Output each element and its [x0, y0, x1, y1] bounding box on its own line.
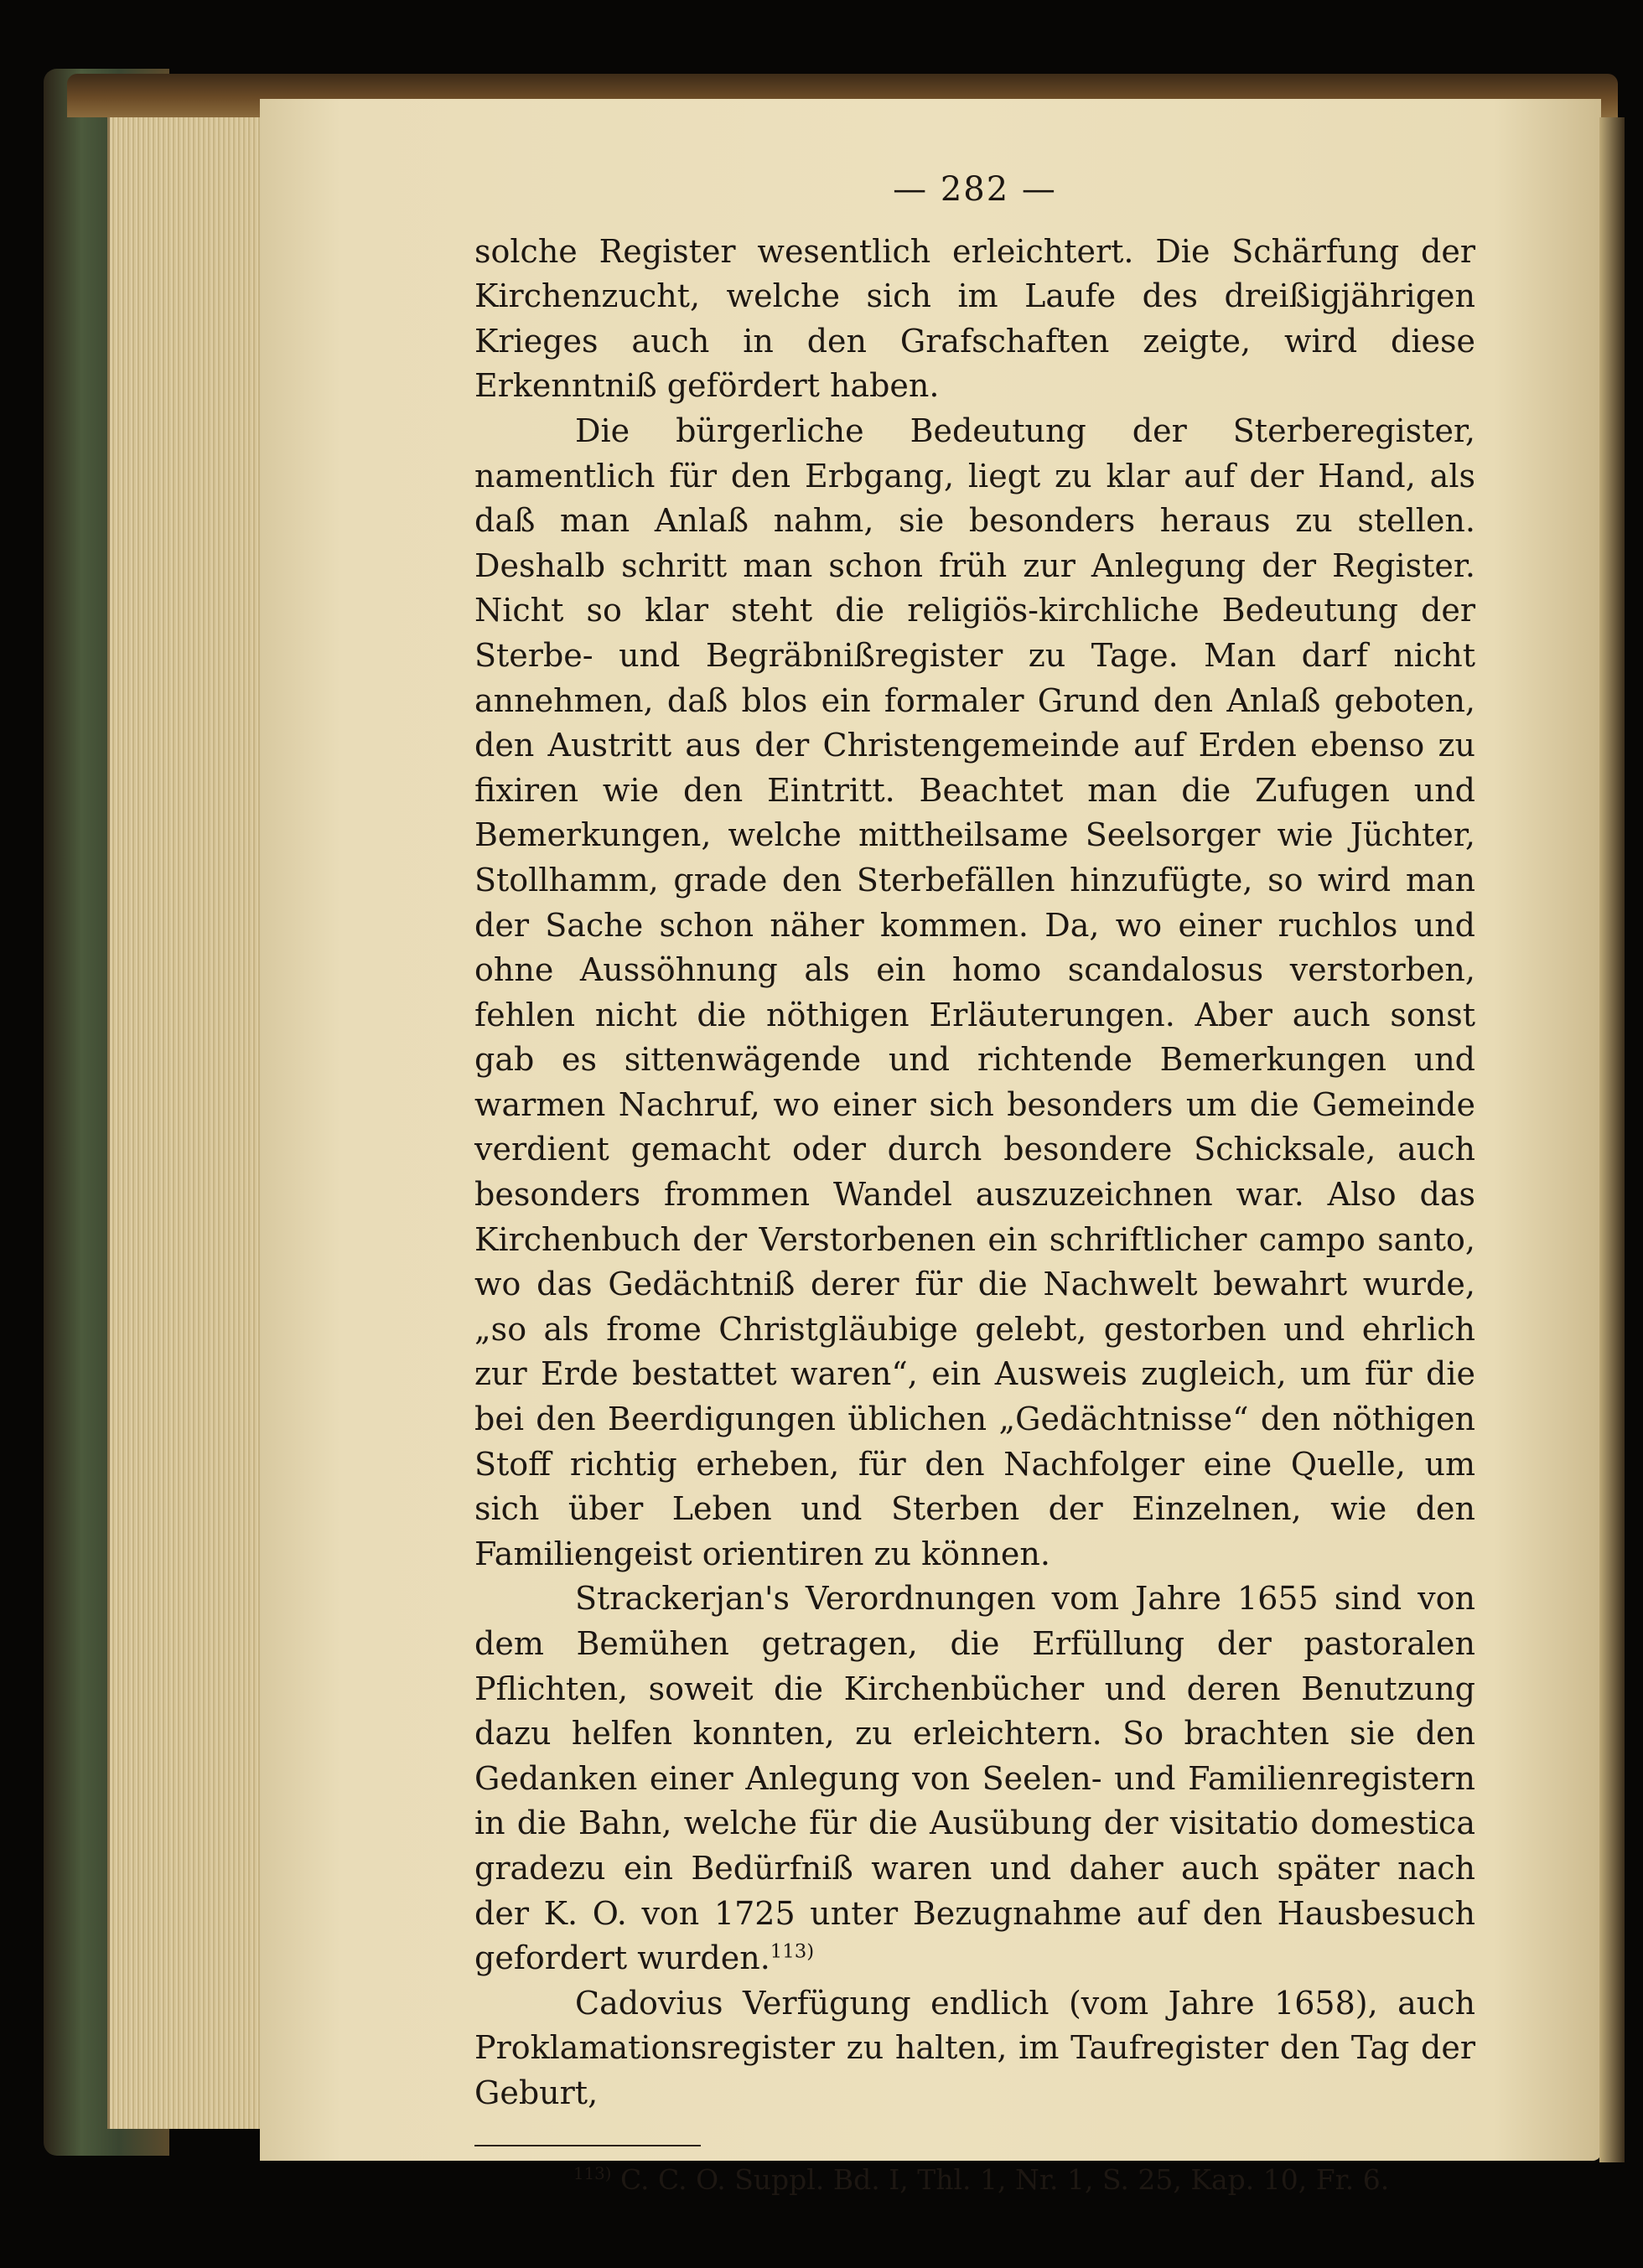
footnote-divider	[474, 2145, 701, 2146]
footnote-text: C. C. O. Suppl. Bd. I, Thl. 1, Nr. 1, S. 25, Kap. 10, Fr. 6.	[619, 2162, 1390, 2196]
paragraph-3	[474, 1577, 1475, 1981]
page-right-edge	[1599, 117, 1625, 2162]
footnote-marker: 113)	[573, 2163, 612, 2183]
page-number: — 282 —	[893, 170, 1057, 209]
page-text-block	[474, 168, 1475, 2198]
page-stack-edges	[107, 117, 269, 2129]
footnote	[474, 2162, 1475, 2198]
paragraph-4: Cadovius Verfügung endlich (vom Jahre 1658), auch Proklamationsregister zu halten, im Taufregister den Tag der Geburt,	[474, 1984, 1475, 2111]
paragraph-1: solche Register wesentlich erleichtert. Die Schärfung der Kirchenzucht, welche sich im Laufe des dreißigjährigen Krieges auch in den Grafschaften zeigte, wird diese Erkenntniß gefördert haben.	[474, 232, 1475, 405]
paragraph-3-text: Strackerjan's Verordnungen vom Jahre 1655 sind von dem Bemühen getragen, die Erfüllung der pastoralen Pflichten, soweit die Kirchenbücher und deren Benutzung dazu helfen konnten, zu erleichtern. So brachten sie den Gedanken einer Anlegung von Seelen- und Familienregistern in die Bahn, welche für die Ausübung der visitatio domestica gradezu ein Bedürfniß waren und daher auch später nach der K. O. von 1725 unter Bezugnahme auf den Hausbesuch gefordert wurden.	[474, 1580, 1475, 1977]
footnote-reference: 113)	[770, 1940, 815, 1963]
paragraph-2: Die bürgerliche Bedeutung der Sterberegister, namentlich für den Erbgang, liegt zu klar auf der Hand, als daß man Anlaß nahm, sie besonders heraus zu stellen. Deshalb schritt man schon früh zur Anlegung der Register. Nicht so klar steht die religiös-kirchliche Bedeutung der Sterbe- und Begräbnißregister zu Tage. Man darf nicht annehmen, daß blos ein formaler Grund den Anlaß geboten, den Austritt aus der Christengemeinde auf Erden ebenso zu fixiren wie den Eintritt. Beachtet man die Zufugen und Bemerkungen, welche mittheilsame Seelsorger wie Jüchter, Stollhamm, grade den Sterbefällen hinzufügte, so wird man der Sache schon näher kommen. Da, wo einer ruchlos und ohne Aussöhnung als ein homo scandalosus verstorben, fehlen nicht die nöthigen Erläuterungen. Aber auch sonst gab es sittenwägende und richtende Bemerkungen und warmen Nachruf, wo einer sich besonders um die Gemeinde verdient gemacht oder durch besondere Schicksale, auch besonders frommen Wandel auszuzeichnen war. Also das Kirchenbuch der Verstorbenen ein schriftlicher campo santo, wo das Gedächtniß derer für die Nachwelt bewahrt wurde, „so als frome Christgläubige gelebt, gestorben und ehrlich zur Erde bestattet waren“, ein Ausweis zugleich, um für die bei den Beerdigungen üblichen „Gedächtnisse“ den nöthigen Stoff richtig erheben, für den Nachfolger eine Quelle, um sich über Leben und Sterben der Einzelnen, wie den Familiengeist orientiren zu können.	[474, 412, 1475, 1572]
